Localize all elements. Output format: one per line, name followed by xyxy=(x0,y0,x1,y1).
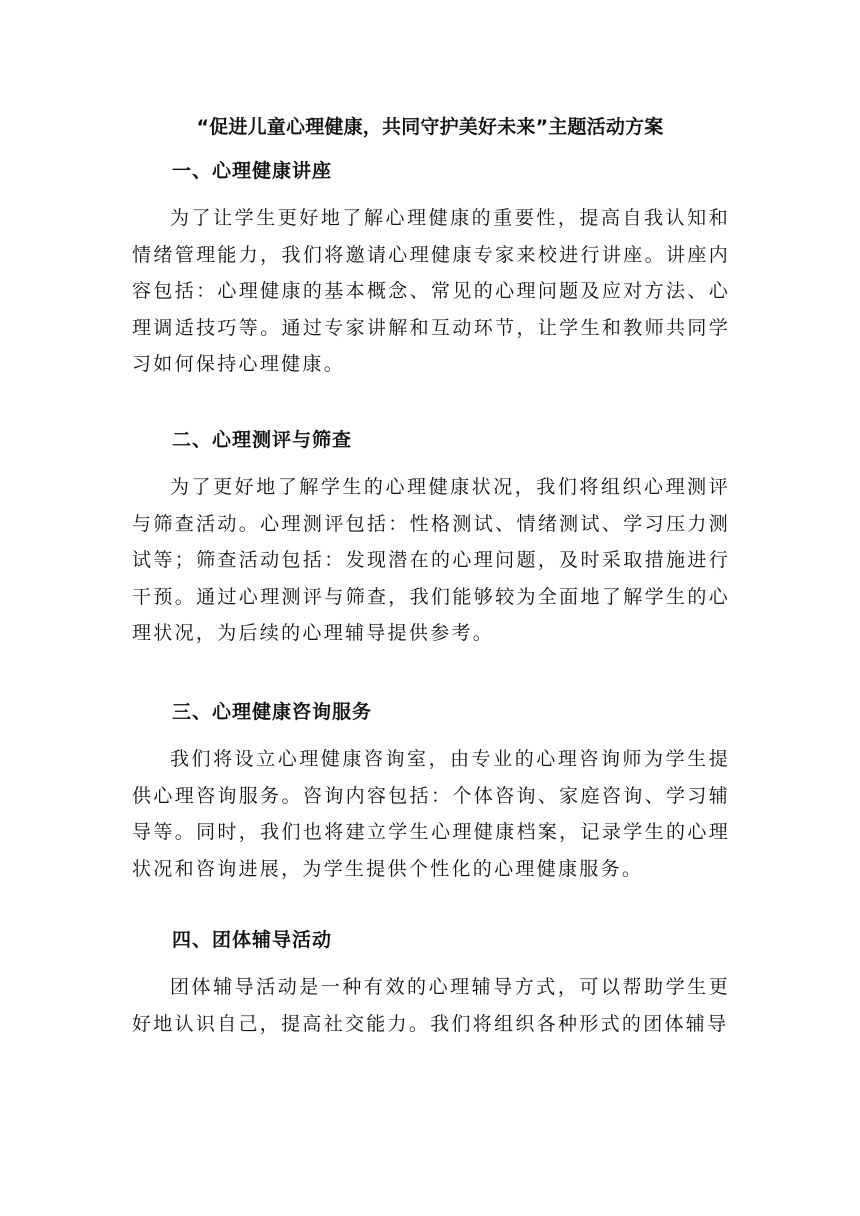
document-title: “促进儿童心理健康，共同守护美好未来”主题活动方案 xyxy=(196,116,664,138)
section-counseling xyxy=(132,697,730,887)
section-heading: 二、心理测评与筛查 xyxy=(172,429,353,451)
section-assessment xyxy=(132,425,730,652)
section-paragraph: 为了让学生更好地了解心理健康的重要性，提高自我认知和情绪管理能力，我们将邀请心理健康专家来校进行讲座。讲座内容包括：心理健康的基本概念、常见的心理问题及应对方法、心理调适技巧等。通过专家讲解和互动环节，让学生和教师共同学习如何保持心理健康。 xyxy=(132,207,730,376)
section-lecture xyxy=(132,156,730,383)
section-heading: 一、心理健康讲座 xyxy=(172,160,333,182)
section-paragraph: 为了更好地了解学生的心理健康状况，我们将组织心理测评与筛查活动。心理测评包括：性格测试、情绪测试、学习压力测试等；筛查活动包括：发现潜在的心理问题，及时采取措施进行干预。通过心理测评与筛查，我们能够较为全面地了解学生的心理状况，为后续的心理辅导提供参考。 xyxy=(132,476,730,645)
section-heading: 三、心理健康咨询服务 xyxy=(172,701,373,723)
section-group-guidance xyxy=(132,925,730,1042)
section-paragraph: 团体辅导活动是一种有效的心理辅导方式，可以帮助学生更好地认识自己，提高社交能力。我们将组织各种形式的团体辅导 xyxy=(132,976,730,1035)
section-paragraph: 我们将设立心理健康咨询室，由专业的心理咨询师为学生提供心理咨询服务。咨询内容包括：个体咨询、家庭咨询、学习辅导等。同时，我们也将建立学生心理健康档案，记录学生的心理状况和咨询进展，为学生提供个性化的心理健康服务。 xyxy=(132,748,730,880)
section-heading: 四、团体辅导活动 xyxy=(172,929,333,951)
